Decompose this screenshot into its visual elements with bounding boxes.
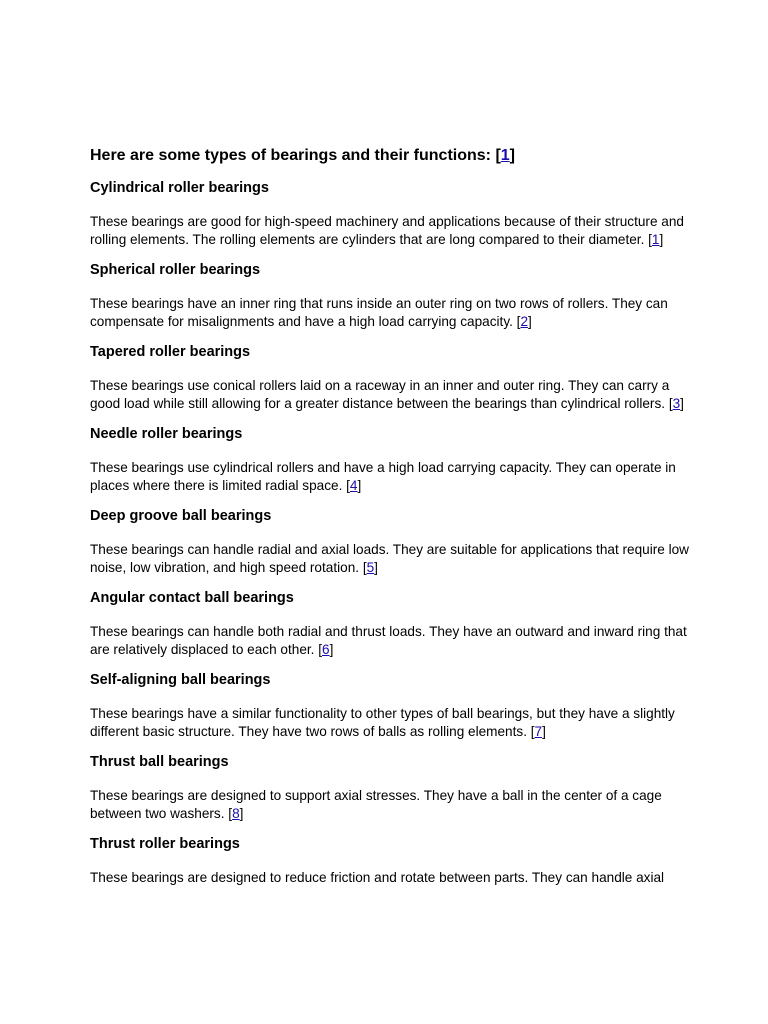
section-thrust-ball	[90, 753, 690, 822]
citation: [6]	[318, 641, 334, 657]
section-title: Thrust ball bearings	[90, 754, 229, 770]
section-list	[90, 179, 690, 887]
section-body: These bearings are designed to support axial stresses. They have a ball in the center of a cage between two washers.	[90, 788, 662, 821]
citation-link[interactable]: 7	[534, 723, 543, 739]
section-deep-groove-ball	[90, 507, 690, 576]
section-title: Spherical roller bearings	[90, 262, 261, 278]
citation-link[interactable]: 3	[672, 395, 681, 411]
section-self-aligning-ball	[90, 671, 690, 740]
citation-link[interactable]: 6	[322, 641, 330, 657]
section-text	[90, 787, 690, 822]
page-title-text: Here are some types of bearings and their functions:	[90, 147, 496, 164]
section-body: These bearings use cylindrical rollers and have a high load carrying capacity. They can operate in places where there is limited radial space.	[90, 460, 676, 493]
citation: [8]	[228, 805, 244, 821]
section-body: These bearings are good for high-speed machinery and applications because of their structure and rolling elements. The rolling elements are cylinders that are long compared to their diameter.	[90, 214, 684, 247]
citation: [4]	[346, 477, 362, 493]
citation: [3]	[668, 395, 684, 411]
section-text	[90, 295, 690, 330]
section-body: These bearings can handle both radial and thrust loads. They have an outward and inward ring that are relatively displaced to each other.	[90, 624, 687, 657]
citation: [5]	[362, 559, 378, 575]
section-text	[90, 623, 690, 658]
section-text	[90, 705, 690, 740]
citation: [2]	[516, 313, 532, 329]
section-title: Self-aligning ball bearings	[90, 672, 271, 688]
section-text	[90, 459, 690, 494]
citation-link[interactable]: 5	[366, 559, 375, 575]
citation-link[interactable]: 8	[232, 805, 240, 821]
page-title	[90, 146, 690, 166]
section-body: These bearings use conical rollers laid on a raceway in an inner and outer ring. They can carry a good load while still allowing for a greater distance between the bearings than cylindrical rollers.	[90, 378, 670, 411]
section-body: These bearings have a similar functionality to other types of ball bearings, but they have a slightly different basic structure. They have two rows of balls as rolling elements.	[90, 706, 675, 739]
section-text	[90, 377, 690, 412]
section-title: Needle roller bearings	[90, 426, 243, 442]
section-title: Tapered roller bearings	[90, 344, 251, 360]
section-spherical-roller	[90, 261, 690, 330]
citation: [1]	[495, 147, 515, 164]
citation-link[interactable]: 4	[349, 477, 358, 493]
citation: [7]	[530, 723, 546, 739]
section-cylindrical-roller	[90, 179, 690, 248]
section-title: Thrust roller bearings	[90, 836, 240, 852]
section-tapered-roller	[90, 343, 690, 412]
section-thrust-roller	[90, 835, 690, 887]
section-title: Deep groove ball bearings	[90, 508, 272, 524]
citation: [1]	[648, 231, 664, 247]
section-needle-roller	[90, 425, 690, 494]
section-body: These bearings can handle radial and axial loads. They are suitable for applications that require low noise, low vibration, and high speed rotation.	[90, 542, 689, 575]
section-text	[90, 869, 690, 887]
section-title: Angular contact ball bearings	[90, 590, 294, 606]
section-angular-contact-ball	[90, 589, 690, 658]
section-title: Cylindrical roller bearings	[90, 180, 269, 196]
document-content	[90, 146, 690, 887]
citation-link[interactable]: 2	[520, 313, 529, 329]
citation-link[interactable]: 1	[651, 231, 660, 247]
section-body: These bearings have an inner ring that runs inside an outer ring on two rows of rollers. They can compensate for misalignments and have a high load carrying capacity.	[90, 296, 668, 329]
citation-link[interactable]: 1	[500, 147, 510, 164]
section-text	[90, 213, 690, 248]
section-text	[90, 541, 690, 576]
section-body: These bearings are designed to reduce friction and rotate between parts. They can handle axial	[90, 870, 665, 885]
